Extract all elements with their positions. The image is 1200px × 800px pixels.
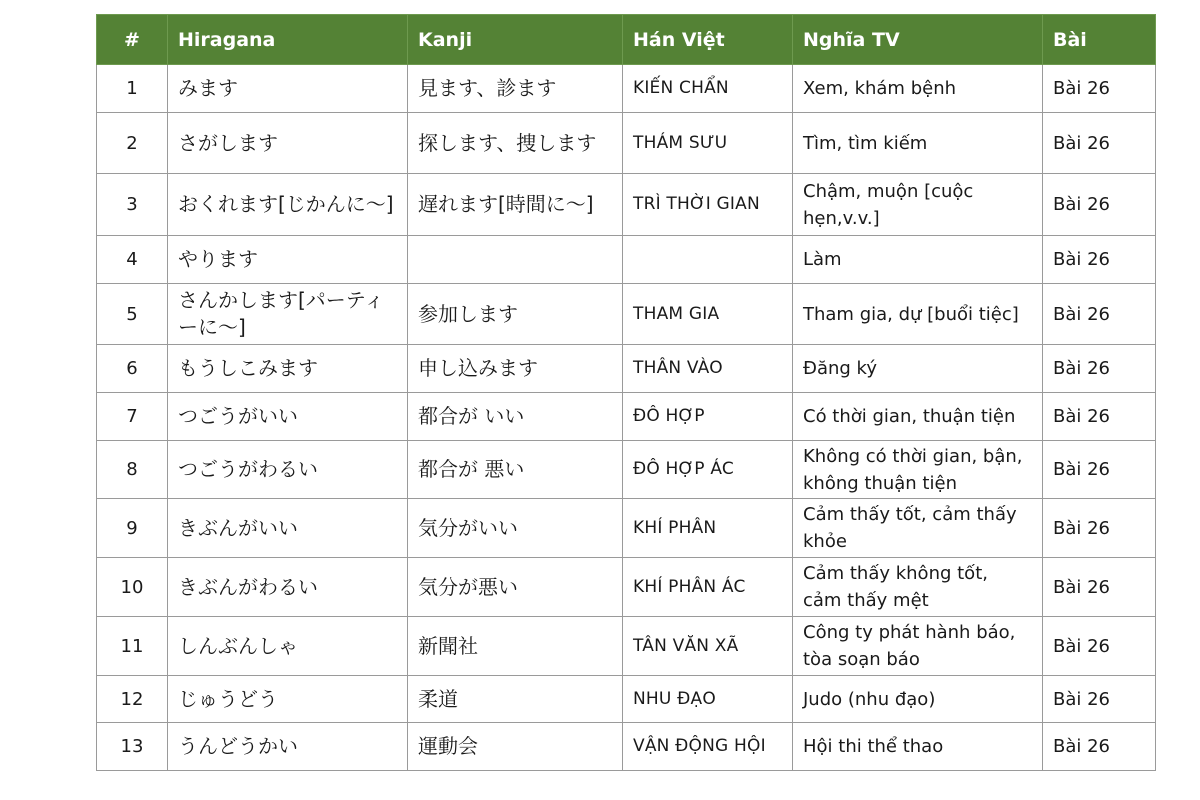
cell-number: 3: [97, 174, 168, 236]
cell-han-viet: THÁM SƯU: [623, 113, 793, 174]
cell-hiragana: うんどうかい: [168, 723, 408, 771]
table-row: [97, 236, 1156, 284]
cell-han-viet: TRÌ THỜI GIAN: [623, 174, 793, 236]
cell-nghia-tv: Có thời gian, thuận tiện: [793, 393, 1043, 441]
cell-han-viet: THAM GIA: [623, 284, 793, 345]
cell-bai: Bài 26: [1043, 113, 1156, 174]
cell-nghia-tv: Làm: [793, 236, 1043, 284]
cell-han-viet: [623, 236, 793, 284]
cell-kanji: 都合が いい: [408, 393, 623, 441]
cell-nghia-tv: Đăng ký: [793, 345, 1043, 393]
table-row: [97, 174, 1156, 236]
cell-nghia-tv: Judo (nhu đạo): [793, 676, 1043, 723]
cell-hiragana: じゅうどう: [168, 676, 408, 723]
table-row: [97, 65, 1156, 113]
cell-kanji: 探します、捜します: [408, 113, 623, 174]
cell-han-viet: ĐÔ HỢP ÁC: [623, 441, 793, 499]
cell-nghia-tv: Tìm, tìm kiếm: [793, 113, 1043, 174]
cell-nghia-tv: Không có thời gian, bận, không thuận tiện: [793, 441, 1043, 499]
cell-number: 12: [97, 676, 168, 723]
cell-bai: Bài 26: [1043, 345, 1156, 393]
cell-bai: Bài 26: [1043, 65, 1156, 113]
table-row: [97, 617, 1156, 676]
table-header: [97, 15, 1156, 65]
table-row: [97, 441, 1156, 499]
cell-bai: Bài 26: [1043, 393, 1156, 441]
cell-number: 5: [97, 284, 168, 345]
cell-kanji: 気分がいい: [408, 499, 623, 558]
column-header-han-viet: Hán Việt: [623, 15, 793, 65]
column-header-bai: Bài: [1043, 15, 1156, 65]
cell-nghia-tv: Cảm thấy tốt, cảm thấy khỏe: [793, 499, 1043, 558]
vocabulary-table: [96, 14, 1156, 771]
cell-kanji: [408, 236, 623, 284]
header-row: [97, 15, 1156, 65]
cell-han-viet: KHÍ PHÂN ÁC: [623, 558, 793, 617]
cell-han-viet: VẬN ĐỘNG HỘI: [623, 723, 793, 771]
table-row: [97, 284, 1156, 345]
cell-hiragana: おくれます[じかんに～]: [168, 174, 408, 236]
cell-number: 1: [97, 65, 168, 113]
cell-nghia-tv: Xem, khám bệnh: [793, 65, 1043, 113]
cell-hiragana: つごうがいい: [168, 393, 408, 441]
table-row: [97, 345, 1156, 393]
cell-hiragana: さがします: [168, 113, 408, 174]
cell-number: 11: [97, 617, 168, 676]
cell-han-viet: KHÍ PHÂN: [623, 499, 793, 558]
cell-number: 9: [97, 499, 168, 558]
cell-number: 13: [97, 723, 168, 771]
cell-hiragana: きぶんがわるい: [168, 558, 408, 617]
cell-hiragana: きぶんがいい: [168, 499, 408, 558]
cell-kanji: 都合が 悪い: [408, 441, 623, 499]
cell-bai: Bài 26: [1043, 174, 1156, 236]
cell-nghia-tv: Công ty phát hành báo, tòa soạn báo: [793, 617, 1043, 676]
table-row: [97, 393, 1156, 441]
cell-han-viet: TÂN VĂN XÃ: [623, 617, 793, 676]
cell-kanji: 柔道: [408, 676, 623, 723]
cell-bai: Bài 26: [1043, 284, 1156, 345]
cell-kanji: 新聞社: [408, 617, 623, 676]
cell-bai: Bài 26: [1043, 558, 1156, 617]
cell-kanji: 参加します: [408, 284, 623, 345]
cell-hiragana: もうしこみます: [168, 345, 408, 393]
cell-nghia-tv: Cảm thấy không tốt, cảm thấy mệt: [793, 558, 1043, 617]
table-row: [97, 113, 1156, 174]
cell-number: 2: [97, 113, 168, 174]
cell-number: 6: [97, 345, 168, 393]
cell-bai: Bài 26: [1043, 236, 1156, 284]
cell-bai: Bài 26: [1043, 441, 1156, 499]
cell-kanji: 運動会: [408, 723, 623, 771]
cell-han-viet: ĐÔ HỢP: [623, 393, 793, 441]
cell-han-viet: THÂN VÀO: [623, 345, 793, 393]
table-body: [97, 65, 1156, 771]
cell-kanji: 遅れます[時間に～]: [408, 174, 623, 236]
cell-han-viet: NHU ĐẠO: [623, 676, 793, 723]
cell-kanji: 申し込みます: [408, 345, 623, 393]
cell-bai: Bài 26: [1043, 676, 1156, 723]
table-row: [97, 723, 1156, 771]
cell-kanji: 見ます、診ます: [408, 65, 623, 113]
cell-bai: Bài 26: [1043, 499, 1156, 558]
cell-nghia-tv: Hội thi thể thao: [793, 723, 1043, 771]
cell-number: 8: [97, 441, 168, 499]
cell-han-viet: KIẾN CHẨN: [623, 65, 793, 113]
cell-bai: Bài 26: [1043, 617, 1156, 676]
table-row: [97, 676, 1156, 723]
column-header-kanji: Kanji: [408, 15, 623, 65]
table-row: [97, 558, 1156, 617]
cell-hiragana: しんぶんしゃ: [168, 617, 408, 676]
cell-hiragana: つごうがわるい: [168, 441, 408, 499]
cell-kanji: 気分が悪い: [408, 558, 623, 617]
column-header-hiragana: Hiragana: [168, 15, 408, 65]
cell-hiragana: みます: [168, 65, 408, 113]
cell-number: 4: [97, 236, 168, 284]
cell-hiragana: やります: [168, 236, 408, 284]
column-header-nghia-tv: Nghĩa TV: [793, 15, 1043, 65]
cell-number: 7: [97, 393, 168, 441]
cell-nghia-tv: Chậm, muộn [cuộc hẹn,v.v.]: [793, 174, 1043, 236]
column-header-number: #: [97, 15, 168, 65]
cell-nghia-tv: Tham gia, dự [buổi tiệc]: [793, 284, 1043, 345]
cell-bai: Bài 26: [1043, 723, 1156, 771]
cell-number: 10: [97, 558, 168, 617]
table-row: [97, 499, 1156, 558]
cell-hiragana: さんかします[パーティーに～]: [168, 284, 408, 345]
